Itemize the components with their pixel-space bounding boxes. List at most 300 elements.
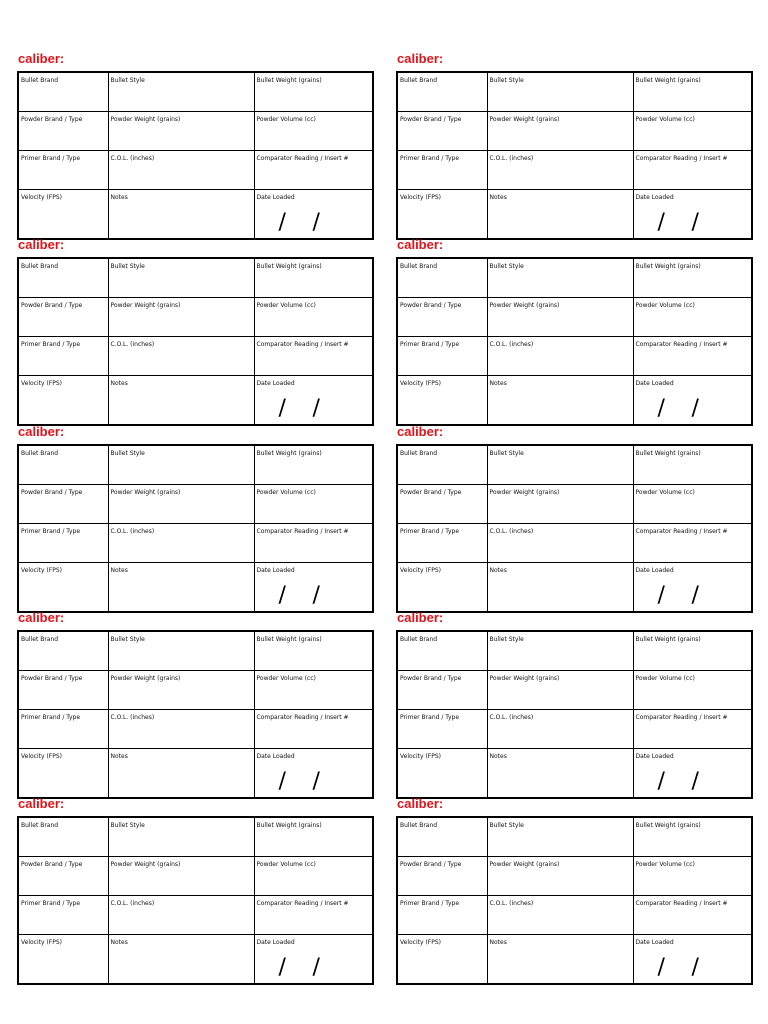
field-label: Powder Weight (grains) [489,489,560,496]
field-cell[interactable] [254,190,373,240]
table-row [18,710,373,749]
date-separator: / [312,210,320,235]
field-label: Comparator Reading / Insert # [256,714,349,721]
field-cell[interactable] [108,857,254,896]
field-cell[interactable] [633,671,752,710]
field-cell[interactable] [18,749,108,799]
table-row [18,857,373,896]
field-cell[interactable] [254,671,373,710]
field-label: Powder Weight (grains) [110,116,181,123]
field-cell[interactable] [397,631,487,671]
field-label: Date Loaded [256,380,295,387]
load-data-table [17,816,374,985]
field-label: Primer Brand / Type [400,155,460,162]
field-cell[interactable] [254,710,373,749]
field-cell[interactable] [18,485,108,524]
field-label: Primer Brand / Type [21,528,81,535]
field-label: Primer Brand / Type [400,900,460,907]
field-label: Powder Brand / Type [21,302,83,309]
load-data-table [17,71,374,240]
load-data-table [396,630,753,799]
field-cell[interactable] [397,563,487,613]
table-row [18,563,373,613]
caliber-label: caliber: [18,610,65,625]
table-row [18,817,373,857]
field-label: Date Loaded [635,380,674,387]
date-separator: / [691,210,699,235]
field-cell[interactable] [254,376,373,426]
field-cell[interactable] [108,112,254,151]
field-cell[interactable] [18,935,108,985]
field-label: Comparator Reading / Insert # [635,714,728,721]
field-cell[interactable] [633,935,752,985]
field-cell[interactable] [487,896,633,935]
field-label: C.O.L. (inches) [489,528,534,535]
field-label: Powder Brand / Type [400,861,462,868]
field-label: Powder Weight (grains) [110,302,181,309]
field-label: C.O.L. (inches) [110,528,155,535]
field-cell[interactable] [18,190,108,240]
field-cell[interactable] [633,485,752,524]
caliber-label: caliber: [397,796,444,811]
field-label: C.O.L. (inches) [110,341,155,348]
field-cell[interactable] [397,524,487,563]
field-cell[interactable] [487,298,633,337]
field-cell[interactable] [487,524,633,563]
field-cell[interactable] [108,72,254,112]
field-label: Powder Volume (cc) [256,675,316,682]
field-label: Powder Volume (cc) [635,489,695,496]
field-cell[interactable] [108,190,254,240]
field-label: Velocity (FPS) [400,939,442,946]
field-label: C.O.L. (inches) [110,155,155,162]
field-cell[interactable] [487,258,633,298]
field-label: Powder Weight (grains) [110,861,181,868]
field-label: Powder Volume (cc) [256,116,316,123]
date-separator: / [691,583,699,608]
field-cell[interactable] [18,298,108,337]
field-label: Bullet Brand [400,822,438,829]
date-separator: / [691,769,699,794]
field-cell[interactable] [108,817,254,857]
field-cell[interactable] [108,896,254,935]
field-cell[interactable] [18,151,108,190]
table-row [397,72,752,112]
date-separator: / [657,583,665,608]
table-row [397,376,752,426]
field-label: Bullet Style [110,822,145,829]
field-label: Comparator Reading / Insert # [256,341,349,348]
field-cell[interactable] [18,524,108,563]
field-label: Powder Weight (grains) [489,675,560,682]
date-separator: / [312,769,320,794]
table-row [18,631,373,671]
field-cell[interactable] [487,710,633,749]
table-row [18,151,373,190]
table-row [18,935,373,985]
field-label: Velocity (FPS) [21,194,63,201]
field-label: Date Loaded [256,939,295,946]
field-cell[interactable] [397,258,487,298]
field-cell[interactable] [397,337,487,376]
field-cell[interactable] [633,190,752,240]
load-data-table [396,71,753,240]
table-row [397,563,752,613]
field-cell[interactable] [633,524,752,563]
field-cell[interactable] [487,817,633,857]
field-label: Bullet Brand [400,77,438,84]
field-cell[interactable] [633,710,752,749]
load-data-table [17,444,374,613]
field-cell[interactable] [254,749,373,799]
field-label: Powder Weight (grains) [110,675,181,682]
field-cell[interactable] [108,445,254,485]
date-separator: / [312,396,320,421]
table-row [397,258,752,298]
field-label: Primer Brand / Type [21,714,81,721]
field-label: Notes [489,753,507,760]
field-label: Bullet Weight (grains) [256,263,322,270]
field-label: Bullet Weight (grains) [635,822,701,829]
field-label: C.O.L. (inches) [110,714,155,721]
field-cell[interactable] [18,896,108,935]
load-data-table [17,630,374,799]
date-separator: / [278,955,286,980]
field-label: Powder Volume (cc) [256,489,316,496]
field-cell[interactable] [18,72,108,112]
field-cell[interactable] [487,112,633,151]
field-label: C.O.L. (inches) [489,155,534,162]
field-cell[interactable] [18,337,108,376]
field-label: Comparator Reading / Insert # [635,900,728,907]
field-cell[interactable] [633,563,752,613]
field-label: Notes [489,194,507,201]
field-label: Notes [489,939,507,946]
table-row [397,817,752,857]
date-separator: / [278,210,286,235]
field-label: Comparator Reading / Insert # [256,155,349,162]
field-label: Bullet Style [110,450,145,457]
date-separator: / [312,583,320,608]
field-label: Velocity (FPS) [21,939,63,946]
field-label: Bullet Brand [400,263,438,270]
field-cell[interactable] [254,631,373,671]
field-label: Bullet Brand [400,450,438,457]
field-cell[interactable] [633,151,752,190]
field-label: Powder Volume (cc) [635,302,695,309]
field-cell[interactable] [18,671,108,710]
field-label: Velocity (FPS) [400,567,442,574]
field-cell[interactable] [18,112,108,151]
field-cell[interactable] [108,258,254,298]
field-cell[interactable] [108,749,254,799]
field-label: Powder Weight (grains) [489,116,560,123]
field-label: Bullet Style [489,263,524,270]
field-cell[interactable] [633,376,752,426]
date-separator: / [278,583,286,608]
field-cell[interactable] [487,485,633,524]
load-data-table [396,257,753,426]
caliber-label: caliber: [18,237,65,252]
field-label: Powder Brand / Type [21,489,83,496]
field-cell[interactable] [633,631,752,671]
table-row [18,445,373,485]
field-label: Powder Volume (cc) [635,675,695,682]
field-label: Comparator Reading / Insert # [635,155,728,162]
field-cell[interactable] [633,258,752,298]
table-row [397,671,752,710]
field-cell[interactable] [487,857,633,896]
field-label: Comparator Reading / Insert # [635,528,728,535]
field-label: Bullet Brand [400,636,438,643]
field-cell[interactable] [487,151,633,190]
table-row [397,190,752,240]
field-cell[interactable] [487,631,633,671]
field-cell[interactable] [108,710,254,749]
field-label: Velocity (FPS) [21,753,63,760]
field-label: Powder Brand / Type [400,489,462,496]
date-separator: / [657,210,665,235]
field-label: Bullet Brand [21,636,59,643]
table-row [18,72,373,112]
field-cell[interactable] [254,935,373,985]
field-label: Velocity (FPS) [400,194,442,201]
caliber-label: caliber: [18,51,65,66]
table-row [18,112,373,151]
field-label: Powder Brand / Type [400,675,462,682]
date-separator: / [657,769,665,794]
field-cell[interactable] [487,337,633,376]
field-label: Velocity (FPS) [21,380,63,387]
date-separator: / [691,396,699,421]
field-cell[interactable] [633,112,752,151]
table-row [397,524,752,563]
field-cell[interactable] [633,896,752,935]
field-cell[interactable] [254,151,373,190]
field-label: Notes [110,567,128,574]
field-cell[interactable] [397,857,487,896]
field-cell[interactable] [18,857,108,896]
table-row [397,896,752,935]
field-cell[interactable] [108,631,254,671]
table-row [397,857,752,896]
field-label: Bullet Style [489,636,524,643]
field-cell[interactable] [254,112,373,151]
field-cell[interactable] [633,337,752,376]
field-label: Notes [489,567,507,574]
field-cell[interactable] [487,563,633,613]
date-separator: / [278,396,286,421]
field-cell[interactable] [397,817,487,857]
field-cell[interactable] [397,935,487,985]
field-label: Notes [110,380,128,387]
field-cell[interactable] [18,631,108,671]
field-cell[interactable] [633,72,752,112]
field-label: Powder Brand / Type [400,116,462,123]
field-label: Velocity (FPS) [400,380,442,387]
field-label: Powder Volume (cc) [635,116,695,123]
field-label: Powder Weight (grains) [489,302,560,309]
field-cell[interactable] [18,817,108,857]
table-row [397,445,752,485]
table-row [397,112,752,151]
field-cell[interactable] [18,258,108,298]
field-cell[interactable] [397,896,487,935]
field-cell[interactable] [633,749,752,799]
field-cell[interactable] [254,857,373,896]
field-label: C.O.L. (inches) [489,714,534,721]
field-label: Powder Weight (grains) [489,861,560,868]
field-cell[interactable] [633,445,752,485]
field-label: Notes [110,753,128,760]
field-label: Notes [489,380,507,387]
field-cell[interactable] [487,445,633,485]
field-cell[interactable] [397,190,487,240]
field-label: Bullet Style [110,263,145,270]
field-cell[interactable] [487,749,633,799]
field-label: Primer Brand / Type [21,155,81,162]
field-cell[interactable] [397,485,487,524]
field-cell[interactable] [254,445,373,485]
field-label: Comparator Reading / Insert # [635,341,728,348]
field-cell[interactable] [633,817,752,857]
field-label: Powder Brand / Type [400,302,462,309]
field-label: Primer Brand / Type [400,528,460,535]
table-row [397,935,752,985]
date-separator: / [657,396,665,421]
field-label: Primer Brand / Type [400,714,460,721]
caliber-label: caliber: [397,237,444,252]
date-separator: / [312,955,320,980]
table-row [18,298,373,337]
table-row [397,151,752,190]
table-row [18,524,373,563]
field-cell[interactable] [397,671,487,710]
field-cell[interactable] [254,337,373,376]
field-cell[interactable] [108,524,254,563]
field-cell[interactable] [18,445,108,485]
field-cell[interactable] [397,298,487,337]
field-label: Bullet Weight (grains) [635,450,701,457]
field-label: Primer Brand / Type [21,341,81,348]
field-label: C.O.L. (inches) [489,341,534,348]
field-cell[interactable] [633,298,752,337]
field-label: Bullet Weight (grains) [256,77,322,84]
load-data-table [17,257,374,426]
table-row [18,749,373,799]
table-row [18,896,373,935]
field-cell[interactable] [108,337,254,376]
field-cell[interactable] [254,258,373,298]
field-label: Powder Volume (cc) [256,302,316,309]
field-label: Notes [110,194,128,201]
field-label: Bullet Brand [21,77,59,84]
date-separator: / [657,955,665,980]
field-cell[interactable] [487,376,633,426]
table-row [397,337,752,376]
table-row [397,710,752,749]
field-cell[interactable] [108,563,254,613]
field-label: Notes [110,939,128,946]
field-label: C.O.L. (inches) [110,900,155,907]
field-label: Powder Volume (cc) [635,861,695,868]
field-cell[interactable] [18,376,108,426]
field-cell[interactable] [397,445,487,485]
field-label: Date Loaded [256,753,295,760]
table-row [18,671,373,710]
field-cell[interactable] [397,376,487,426]
field-cell[interactable] [18,710,108,749]
field-cell[interactable] [633,857,752,896]
field-cell[interactable] [397,749,487,799]
field-cell[interactable] [18,563,108,613]
field-cell[interactable] [487,671,633,710]
table-row [397,298,752,337]
field-cell[interactable] [108,485,254,524]
field-label: Bullet Brand [21,822,59,829]
field-label: Primer Brand / Type [21,900,81,907]
field-label: Date Loaded [635,194,674,201]
field-label: Bullet Style [489,450,524,457]
field-label: Date Loaded [635,753,674,760]
table-row [397,749,752,799]
caliber-label: caliber: [18,424,65,439]
field-cell[interactable] [397,112,487,151]
field-cell[interactable] [397,151,487,190]
field-label: Bullet Weight (grains) [635,636,701,643]
field-cell[interactable] [254,72,373,112]
field-cell[interactable] [487,190,633,240]
field-label: Bullet Brand [21,263,59,270]
field-cell[interactable] [108,376,254,426]
field-label: Powder Volume (cc) [256,861,316,868]
caliber-label: caliber: [397,424,444,439]
field-cell[interactable] [254,485,373,524]
field-cell[interactable] [487,72,633,112]
field-label: Primer Brand / Type [400,341,460,348]
field-label: Bullet Style [489,77,524,84]
field-label: Date Loaded [635,939,674,946]
field-label: Velocity (FPS) [21,567,63,574]
table-row [18,485,373,524]
load-data-table [396,444,753,613]
field-cell[interactable] [254,896,373,935]
field-label: Comparator Reading / Insert # [256,900,349,907]
field-cell[interactable] [487,935,633,985]
field-label: Date Loaded [635,567,674,574]
field-label: Bullet Brand [21,450,59,457]
table-row [397,631,752,671]
field-cell[interactable] [108,671,254,710]
field-label: Powder Weight (grains) [110,489,181,496]
field-cell[interactable] [254,524,373,563]
caliber-label: caliber: [397,610,444,625]
field-cell[interactable] [108,935,254,985]
field-cell[interactable] [397,710,487,749]
field-label: Bullet Weight (grains) [635,77,701,84]
field-label: Bullet Weight (grains) [635,263,701,270]
table-row [18,190,373,240]
field-cell[interactable] [254,298,373,337]
field-cell[interactable] [108,298,254,337]
field-label: Bullet Weight (grains) [256,636,322,643]
field-cell[interactable] [254,563,373,613]
field-cell[interactable] [397,72,487,112]
field-label: Bullet Weight (grains) [256,822,322,829]
field-cell[interactable] [254,817,373,857]
field-cell[interactable] [108,151,254,190]
table-row [18,376,373,426]
